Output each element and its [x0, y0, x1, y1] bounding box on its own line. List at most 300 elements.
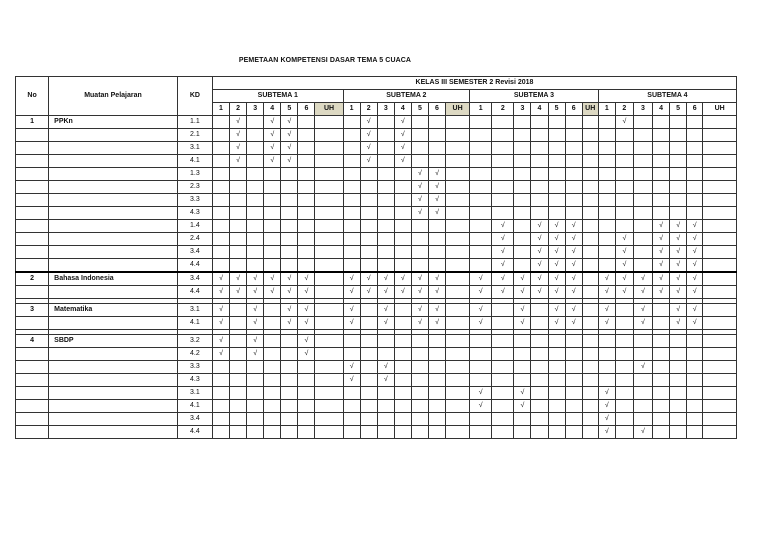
empty-cell — [492, 142, 514, 155]
empty-cell — [703, 361, 737, 374]
table-row — [16, 286, 737, 299]
check-mark: √ — [514, 400, 531, 413]
empty-cell — [315, 361, 343, 374]
check-mark: √ — [492, 259, 514, 273]
check-mark: √ — [687, 246, 703, 259]
header-row-1 — [16, 77, 737, 90]
empty-cell — [377, 220, 394, 233]
empty-cell — [598, 335, 615, 348]
empty-cell — [247, 426, 264, 439]
row-kd: 4.1 — [177, 400, 212, 413]
empty-cell — [633, 335, 652, 348]
empty-cell — [298, 400, 315, 413]
check-mark: √ — [548, 286, 565, 299]
check-mark: √ — [670, 220, 687, 233]
empty-cell — [470, 233, 492, 246]
empty-cell — [598, 194, 615, 207]
empty-cell — [633, 374, 652, 387]
empty-cell — [281, 207, 298, 220]
row-mapel — [49, 246, 178, 259]
empty-cell — [565, 129, 582, 142]
empty-cell — [315, 194, 343, 207]
empty-cell — [377, 129, 394, 142]
empty-cell — [343, 181, 360, 194]
check-mark: √ — [247, 348, 264, 361]
empty-cell — [687, 413, 703, 426]
empty-cell — [264, 233, 281, 246]
table-row — [16, 155, 737, 168]
empty-cell — [343, 387, 360, 400]
empty-cell — [343, 426, 360, 439]
empty-cell — [298, 233, 315, 246]
empty-cell — [247, 361, 264, 374]
empty-cell — [360, 246, 377, 259]
check-mark: √ — [615, 233, 633, 246]
empty-cell — [492, 335, 514, 348]
check-mark: √ — [428, 317, 445, 330]
empty-cell — [298, 168, 315, 181]
header-day-4-6: 6 — [687, 103, 703, 116]
check-mark: √ — [343, 304, 360, 317]
row-mapel — [49, 400, 178, 413]
empty-cell — [377, 335, 394, 348]
empty-cell — [315, 304, 343, 317]
empty-cell — [548, 400, 565, 413]
empty-cell — [582, 246, 598, 259]
empty-cell — [670, 181, 687, 194]
table-row — [16, 220, 737, 233]
empty-cell — [703, 207, 737, 220]
empty-cell — [298, 194, 315, 207]
empty-cell — [377, 348, 394, 361]
empty-cell — [565, 413, 582, 426]
empty-cell — [315, 181, 343, 194]
check-mark: √ — [565, 233, 582, 246]
empty-cell — [492, 317, 514, 330]
check-mark: √ — [470, 272, 492, 286]
empty-cell — [531, 304, 548, 317]
row-no — [16, 374, 49, 387]
empty-cell — [565, 142, 582, 155]
empty-cell — [446, 129, 470, 142]
check-mark: √ — [428, 286, 445, 299]
check-mark: √ — [598, 400, 615, 413]
empty-cell — [670, 194, 687, 207]
check-mark: √ — [411, 286, 428, 299]
empty-cell — [247, 207, 264, 220]
empty-cell — [446, 220, 470, 233]
empty-cell — [428, 335, 445, 348]
row-kd: 3.4 — [177, 246, 212, 259]
empty-cell — [377, 426, 394, 439]
row-no — [16, 220, 49, 233]
check-mark: √ — [565, 259, 582, 273]
empty-cell — [298, 413, 315, 426]
empty-cell — [470, 246, 492, 259]
table-row — [16, 317, 737, 330]
empty-cell — [582, 116, 598, 129]
empty-cell — [492, 361, 514, 374]
check-mark: √ — [653, 259, 670, 273]
empty-cell — [653, 426, 670, 439]
empty-cell — [670, 116, 687, 129]
empty-cell — [687, 361, 703, 374]
row-mapel — [49, 348, 178, 361]
empty-cell — [411, 400, 428, 413]
check-mark: √ — [428, 181, 445, 194]
empty-cell — [703, 168, 737, 181]
empty-cell — [470, 207, 492, 220]
empty-cell — [298, 246, 315, 259]
check-mark: √ — [428, 168, 445, 181]
empty-cell — [531, 168, 548, 181]
empty-cell — [411, 374, 428, 387]
empty-cell — [615, 426, 633, 439]
table-row — [16, 259, 737, 273]
empty-cell — [531, 207, 548, 220]
empty-cell — [687, 116, 703, 129]
empty-cell — [470, 129, 492, 142]
empty-cell — [360, 361, 377, 374]
empty-cell — [548, 426, 565, 439]
header-uh-4: UH — [703, 103, 737, 116]
header-subtema-4: SUBTEMA 4 — [598, 90, 736, 103]
empty-cell — [531, 142, 548, 155]
header-day-3-2: 2 — [492, 103, 514, 116]
empty-cell — [343, 413, 360, 426]
empty-cell — [492, 426, 514, 439]
empty-cell — [360, 259, 377, 273]
empty-cell — [531, 335, 548, 348]
row-no: 1 — [16, 116, 49, 129]
empty-cell — [212, 400, 229, 413]
check-mark: √ — [565, 220, 582, 233]
check-mark: √ — [633, 317, 652, 330]
table-row — [16, 194, 737, 207]
empty-cell — [377, 207, 394, 220]
empty-cell — [446, 361, 470, 374]
check-mark: √ — [377, 361, 394, 374]
empty-cell — [703, 400, 737, 413]
row-no — [16, 129, 49, 142]
empty-cell — [582, 129, 598, 142]
check-mark: √ — [360, 129, 377, 142]
empty-cell — [615, 348, 633, 361]
empty-cell — [212, 259, 229, 273]
row-mapel — [49, 181, 178, 194]
empty-cell — [377, 194, 394, 207]
empty-cell — [343, 233, 360, 246]
empty-cell — [247, 259, 264, 273]
check-mark: √ — [281, 155, 298, 168]
empty-cell — [247, 374, 264, 387]
empty-cell — [446, 426, 470, 439]
empty-cell — [315, 286, 343, 299]
empty-cell — [394, 246, 411, 259]
empty-cell — [703, 181, 737, 194]
check-mark: √ — [298, 304, 315, 317]
empty-cell — [514, 361, 531, 374]
empty-cell — [446, 348, 470, 361]
table-row — [16, 233, 737, 246]
check-mark: √ — [360, 155, 377, 168]
empty-cell — [670, 387, 687, 400]
empty-cell — [446, 233, 470, 246]
empty-cell — [492, 400, 514, 413]
empty-cell — [298, 374, 315, 387]
empty-cell — [565, 400, 582, 413]
empty-cell — [377, 400, 394, 413]
empty-cell — [428, 387, 445, 400]
empty-cell — [315, 413, 343, 426]
empty-cell — [633, 246, 652, 259]
empty-cell — [411, 348, 428, 361]
row-kd: 1.3 — [177, 168, 212, 181]
empty-cell — [264, 194, 281, 207]
empty-cell — [377, 387, 394, 400]
empty-cell — [298, 181, 315, 194]
row-kd: 4.4 — [177, 259, 212, 273]
check-mark: √ — [531, 220, 548, 233]
empty-cell — [531, 129, 548, 142]
row-kd: 4.3 — [177, 374, 212, 387]
empty-cell — [548, 142, 565, 155]
empty-cell — [514, 155, 531, 168]
empty-cell — [343, 129, 360, 142]
check-mark: √ — [264, 116, 281, 129]
table-row — [16, 181, 737, 194]
empty-cell — [360, 181, 377, 194]
empty-cell — [653, 374, 670, 387]
empty-cell — [281, 400, 298, 413]
empty-cell — [565, 181, 582, 194]
empty-cell — [446, 335, 470, 348]
empty-cell — [633, 220, 652, 233]
empty-cell — [230, 317, 247, 330]
empty-cell — [343, 400, 360, 413]
empty-cell — [492, 116, 514, 129]
empty-cell — [687, 155, 703, 168]
empty-cell — [703, 413, 737, 426]
check-mark: √ — [281, 272, 298, 286]
empty-cell — [615, 168, 633, 181]
empty-cell — [492, 387, 514, 400]
empty-cell — [653, 413, 670, 426]
empty-cell — [298, 129, 315, 142]
empty-cell — [633, 207, 652, 220]
empty-cell — [360, 413, 377, 426]
check-mark: √ — [687, 272, 703, 286]
empty-cell — [212, 155, 229, 168]
empty-cell — [633, 233, 652, 246]
empty-cell — [582, 168, 598, 181]
check-mark: √ — [470, 286, 492, 299]
check-mark: √ — [531, 272, 548, 286]
check-mark: √ — [343, 374, 360, 387]
empty-cell — [360, 400, 377, 413]
empty-cell — [531, 155, 548, 168]
check-mark: √ — [687, 233, 703, 246]
empty-cell — [470, 348, 492, 361]
empty-cell — [514, 335, 531, 348]
row-kd: 3.3 — [177, 361, 212, 374]
empty-cell — [230, 335, 247, 348]
empty-cell — [598, 220, 615, 233]
row-no — [16, 361, 49, 374]
empty-cell — [670, 207, 687, 220]
empty-cell — [411, 335, 428, 348]
check-mark: √ — [212, 348, 229, 361]
check-mark: √ — [633, 361, 652, 374]
table-row — [16, 129, 737, 142]
check-mark: √ — [377, 304, 394, 317]
empty-cell — [687, 194, 703, 207]
row-kd: 1.1 — [177, 116, 212, 129]
check-mark: √ — [598, 413, 615, 426]
empty-cell — [377, 181, 394, 194]
check-mark: √ — [411, 272, 428, 286]
row-mapel — [49, 361, 178, 374]
empty-cell — [548, 335, 565, 348]
empty-cell — [492, 155, 514, 168]
empty-cell — [247, 129, 264, 142]
empty-cell — [428, 220, 445, 233]
empty-cell — [315, 374, 343, 387]
empty-cell — [514, 348, 531, 361]
empty-cell — [582, 348, 598, 361]
empty-cell — [446, 246, 470, 259]
row-mapel: PPKn — [49, 116, 178, 129]
empty-cell — [281, 168, 298, 181]
empty-cell — [548, 116, 565, 129]
empty-cell — [298, 207, 315, 220]
row-no — [16, 181, 49, 194]
header-day-1-6: 6 — [298, 103, 315, 116]
check-mark: √ — [565, 286, 582, 299]
check-mark: √ — [343, 361, 360, 374]
empty-cell — [394, 168, 411, 181]
check-mark: √ — [548, 233, 565, 246]
empty-cell — [264, 168, 281, 181]
empty-cell — [514, 207, 531, 220]
check-mark: √ — [411, 304, 428, 317]
empty-cell — [343, 194, 360, 207]
empty-cell — [343, 155, 360, 168]
empty-cell — [703, 374, 737, 387]
check-mark: √ — [212, 317, 229, 330]
empty-cell — [343, 207, 360, 220]
empty-cell — [582, 272, 598, 286]
empty-cell — [247, 116, 264, 129]
row-no: 4 — [16, 335, 49, 348]
empty-cell — [264, 317, 281, 330]
check-mark: √ — [687, 286, 703, 299]
empty-cell — [548, 194, 565, 207]
check-mark: √ — [230, 272, 247, 286]
empty-cell — [598, 129, 615, 142]
row-no — [16, 142, 49, 155]
check-mark: √ — [598, 426, 615, 439]
empty-cell — [377, 168, 394, 181]
check-mark: √ — [633, 272, 652, 286]
check-mark: √ — [230, 155, 247, 168]
empty-cell — [446, 194, 470, 207]
empty-cell — [615, 129, 633, 142]
empty-cell — [703, 220, 737, 233]
check-mark: √ — [264, 129, 281, 142]
empty-cell — [247, 233, 264, 246]
empty-cell — [298, 220, 315, 233]
header-day-2-5: 5 — [411, 103, 428, 116]
empty-cell — [247, 387, 264, 400]
empty-cell — [687, 387, 703, 400]
table-row — [16, 348, 737, 361]
empty-cell — [446, 181, 470, 194]
empty-cell — [343, 142, 360, 155]
check-mark: √ — [377, 286, 394, 299]
empty-cell — [653, 361, 670, 374]
empty-cell — [653, 194, 670, 207]
empty-cell — [411, 387, 428, 400]
row-mapel: SBDP — [49, 335, 178, 348]
empty-cell — [492, 304, 514, 317]
check-mark: √ — [411, 317, 428, 330]
row-mapel — [49, 220, 178, 233]
empty-cell — [411, 426, 428, 439]
empty-cell — [653, 129, 670, 142]
empty-cell — [230, 259, 247, 273]
empty-cell — [653, 387, 670, 400]
table-row — [16, 142, 737, 155]
check-mark: √ — [653, 246, 670, 259]
empty-cell — [281, 387, 298, 400]
check-mark: √ — [565, 246, 582, 259]
empty-cell — [298, 155, 315, 168]
empty-cell — [531, 374, 548, 387]
empty-cell — [343, 348, 360, 361]
empty-cell — [377, 233, 394, 246]
row-kd: 2.1 — [177, 129, 212, 142]
check-mark: √ — [247, 317, 264, 330]
check-mark: √ — [653, 272, 670, 286]
empty-cell — [281, 233, 298, 246]
check-mark: √ — [298, 286, 315, 299]
empty-cell — [687, 168, 703, 181]
empty-cell — [548, 413, 565, 426]
empty-cell — [264, 426, 281, 439]
check-mark: √ — [298, 348, 315, 361]
empty-cell — [514, 413, 531, 426]
document-title: PEMETAAN KOMPETENSI DASAR TEMA 5 CUACA — [238, 57, 412, 64]
empty-cell — [492, 374, 514, 387]
empty-cell — [343, 335, 360, 348]
empty-cell — [470, 155, 492, 168]
empty-cell — [514, 259, 531, 273]
empty-cell — [703, 317, 737, 330]
check-mark: √ — [598, 387, 615, 400]
check-mark: √ — [230, 129, 247, 142]
empty-cell — [598, 142, 615, 155]
empty-cell — [514, 246, 531, 259]
empty-cell — [247, 142, 264, 155]
check-mark: √ — [492, 246, 514, 259]
header-day-1-5: 5 — [281, 103, 298, 116]
empty-cell — [514, 116, 531, 129]
empty-cell — [411, 220, 428, 233]
empty-cell — [428, 259, 445, 273]
empty-cell — [492, 181, 514, 194]
check-mark: √ — [343, 272, 360, 286]
